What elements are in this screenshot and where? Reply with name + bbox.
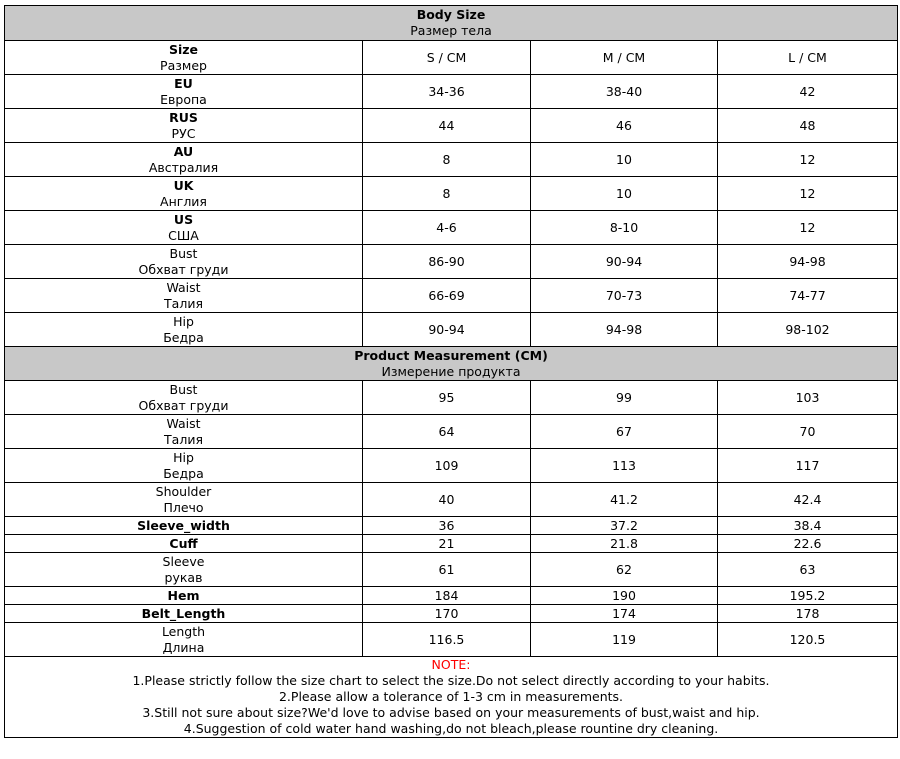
value-cell-s: 64	[363, 415, 531, 449]
note-line: 3.Still not sure about size?We'd love to advise based on your measurements of bust,waist and hip.	[142, 705, 760, 720]
notes-row	[5, 657, 898, 738]
row-label-en: AU	[173, 143, 194, 159]
value-cell-s: 170	[363, 605, 531, 623]
value-cell-l: 22.6	[718, 535, 898, 553]
value-cell-s: 36	[363, 517, 531, 535]
value-cell-m: 21.8	[531, 535, 718, 553]
body-size-section-cell	[5, 6, 898, 41]
value-cell-m: 10	[531, 143, 718, 177]
value-cell-s: 95	[363, 381, 531, 415]
note-line: 2.Please allow a tolerance of 1-3 cm in measurements.	[278, 689, 623, 704]
row-label	[5, 381, 363, 415]
value-cell-s: 40	[363, 483, 531, 517]
value-cell-s: 184	[363, 587, 531, 605]
value-cell-m: 46	[531, 109, 718, 143]
table-row	[5, 177, 898, 211]
col-header-l: L / CM	[718, 41, 898, 75]
value-cell-l: 12	[718, 211, 898, 245]
size-header-row	[5, 41, 898, 75]
value-cell-l: 42	[718, 75, 898, 109]
table-row	[5, 109, 898, 143]
value-cell-m: 99	[531, 381, 718, 415]
body-size-section-header	[5, 6, 898, 41]
note-title: NOTE:	[431, 657, 471, 672]
table-row	[5, 517, 898, 535]
row-label	[5, 605, 363, 623]
col-header-s: S / CM	[363, 41, 531, 75]
row-label-en: Waist	[166, 415, 201, 431]
value-cell-m: 94-98	[531, 313, 718, 347]
row-label-ru: Плечо	[163, 499, 204, 515]
row-label	[5, 143, 363, 177]
row-label	[5, 245, 363, 279]
value-cell-s: 8	[363, 177, 531, 211]
value-cell-m: 113	[531, 449, 718, 483]
table-row	[5, 313, 898, 347]
row-label-en: Cuff	[169, 535, 198, 551]
table-row	[5, 553, 898, 587]
value-cell-m: 37.2	[531, 517, 718, 535]
row-label-ru: Талия	[164, 431, 203, 447]
value-cell-l: 195.2	[718, 587, 898, 605]
value-cell-m: 38-40	[531, 75, 718, 109]
value-cell-m: 174	[531, 605, 718, 623]
value-cell-s: 44	[363, 109, 531, 143]
row-label	[5, 211, 363, 245]
value-cell-l: 70	[718, 415, 898, 449]
row-label-en: Hip	[173, 449, 194, 465]
row-label	[5, 587, 363, 605]
value-cell-s: 8	[363, 143, 531, 177]
value-cell-l: 120.5	[718, 623, 898, 657]
row-label	[5, 517, 363, 535]
value-cell-l: 12	[718, 143, 898, 177]
table-row	[5, 483, 898, 517]
row-label	[5, 109, 363, 143]
value-cell-m: 41.2	[531, 483, 718, 517]
row-label-en: Sleeve	[162, 553, 205, 569]
row-label	[5, 177, 363, 211]
row-label	[5, 313, 363, 347]
row-label	[5, 623, 363, 657]
value-cell-m: 90-94	[531, 245, 718, 279]
table-row	[5, 279, 898, 313]
value-cell-s: 86-90	[363, 245, 531, 279]
table-row	[5, 75, 898, 109]
body-size-subtitle: Размер тела	[410, 23, 492, 38]
row-label-ru: рукав	[164, 569, 203, 585]
table-row	[5, 535, 898, 553]
row-label-ru: Англия	[160, 193, 207, 209]
value-cell-l: 117	[718, 449, 898, 483]
body-size-title: Body Size	[416, 7, 486, 22]
table-row	[5, 623, 898, 657]
col-header-m: M / CM	[531, 41, 718, 75]
row-label-en: UK	[173, 177, 194, 193]
row-label-en: Length	[161, 623, 206, 639]
row-label-en: Waist	[166, 279, 201, 295]
size-chart-table	[4, 5, 898, 738]
value-cell-m: 8-10	[531, 211, 718, 245]
table-row	[5, 211, 898, 245]
value-cell-l: 178	[718, 605, 898, 623]
row-label	[5, 415, 363, 449]
value-cell-l: 12	[718, 177, 898, 211]
note-line: 1.Please strictly follow the size chart to select the size.Do not select directly according to your habits.	[132, 673, 770, 688]
row-label	[5, 449, 363, 483]
row-label-ru: Австралия	[148, 159, 219, 175]
table-row	[5, 605, 898, 623]
row-label-ru: Бедра	[163, 465, 204, 481]
row-label	[5, 553, 363, 587]
row-label-en: Hem	[167, 587, 200, 603]
row-label-en: EU	[174, 75, 193, 91]
value-cell-m: 119	[531, 623, 718, 657]
value-cell-s: 21	[363, 535, 531, 553]
product-title: Product Measurement (CM)	[354, 347, 548, 363]
table-row	[5, 245, 898, 279]
size-header-en: Size	[168, 41, 199, 57]
value-cell-l: 38.4	[718, 517, 898, 535]
row-label	[5, 535, 363, 553]
row-label-en: US	[173, 211, 194, 227]
row-label-en: Bust	[169, 245, 198, 261]
product-subtitle: Измерение продукта	[381, 363, 521, 379]
size-header-ru: Размер	[160, 57, 207, 73]
value-cell-l: 48	[718, 109, 898, 143]
row-label-en: Sleeve_width	[137, 517, 230, 533]
table-row	[5, 415, 898, 449]
row-label-ru: Талия	[164, 295, 203, 311]
table-row	[5, 381, 898, 415]
size-header-label	[5, 41, 363, 75]
product-section-header	[5, 347, 898, 381]
value-cell-l: 42.4	[718, 483, 898, 517]
row-label-en: Bust	[169, 381, 198, 397]
value-cell-s: 116.5	[363, 623, 531, 657]
row-label-ru: Обхват груди	[138, 397, 229, 413]
row-label-en: Shoulder	[155, 483, 212, 499]
value-cell-l: 103	[718, 381, 898, 415]
row-label	[5, 483, 363, 517]
size-chart-body	[5, 6, 898, 738]
value-cell-l: 98-102	[718, 313, 898, 347]
value-cell-s: 66-69	[363, 279, 531, 313]
value-cell-l: 63	[718, 553, 898, 587]
value-cell-m: 190	[531, 587, 718, 605]
value-cell-s: 90-94	[363, 313, 531, 347]
value-cell-m: 70-73	[531, 279, 718, 313]
value-cell-s: 4-6	[363, 211, 531, 245]
value-cell-s: 34-36	[363, 75, 531, 109]
row-label-ru: РУС	[171, 125, 196, 141]
row-label-ru: Бедра	[163, 329, 204, 345]
row-label-en: RUS	[169, 109, 198, 125]
row-label-ru: Европа	[160, 91, 207, 107]
table-row	[5, 143, 898, 177]
product-section-cell	[5, 347, 898, 381]
value-cell-s: 109	[363, 449, 531, 483]
row-label-en: Hip	[173, 313, 194, 329]
value-cell-m: 10	[531, 177, 718, 211]
value-cell-s: 61	[363, 553, 531, 587]
row-label-en: Belt_Length	[141, 605, 226, 621]
row-label-ru: Длина	[162, 639, 205, 655]
row-label	[5, 75, 363, 109]
value-cell-l: 94-98	[718, 245, 898, 279]
notes-cell	[5, 657, 898, 738]
row-label-ru: Обхват груди	[138, 261, 229, 277]
value-cell-l: 74-77	[718, 279, 898, 313]
row-label	[5, 279, 363, 313]
value-cell-m: 67	[531, 415, 718, 449]
note-line: 4.Suggestion of cold water hand washing,do not bleach,please rountine dry cleaning.	[183, 721, 719, 736]
value-cell-m: 62	[531, 553, 718, 587]
table-row	[5, 449, 898, 483]
table-row	[5, 587, 898, 605]
row-label-ru: США	[168, 227, 199, 243]
